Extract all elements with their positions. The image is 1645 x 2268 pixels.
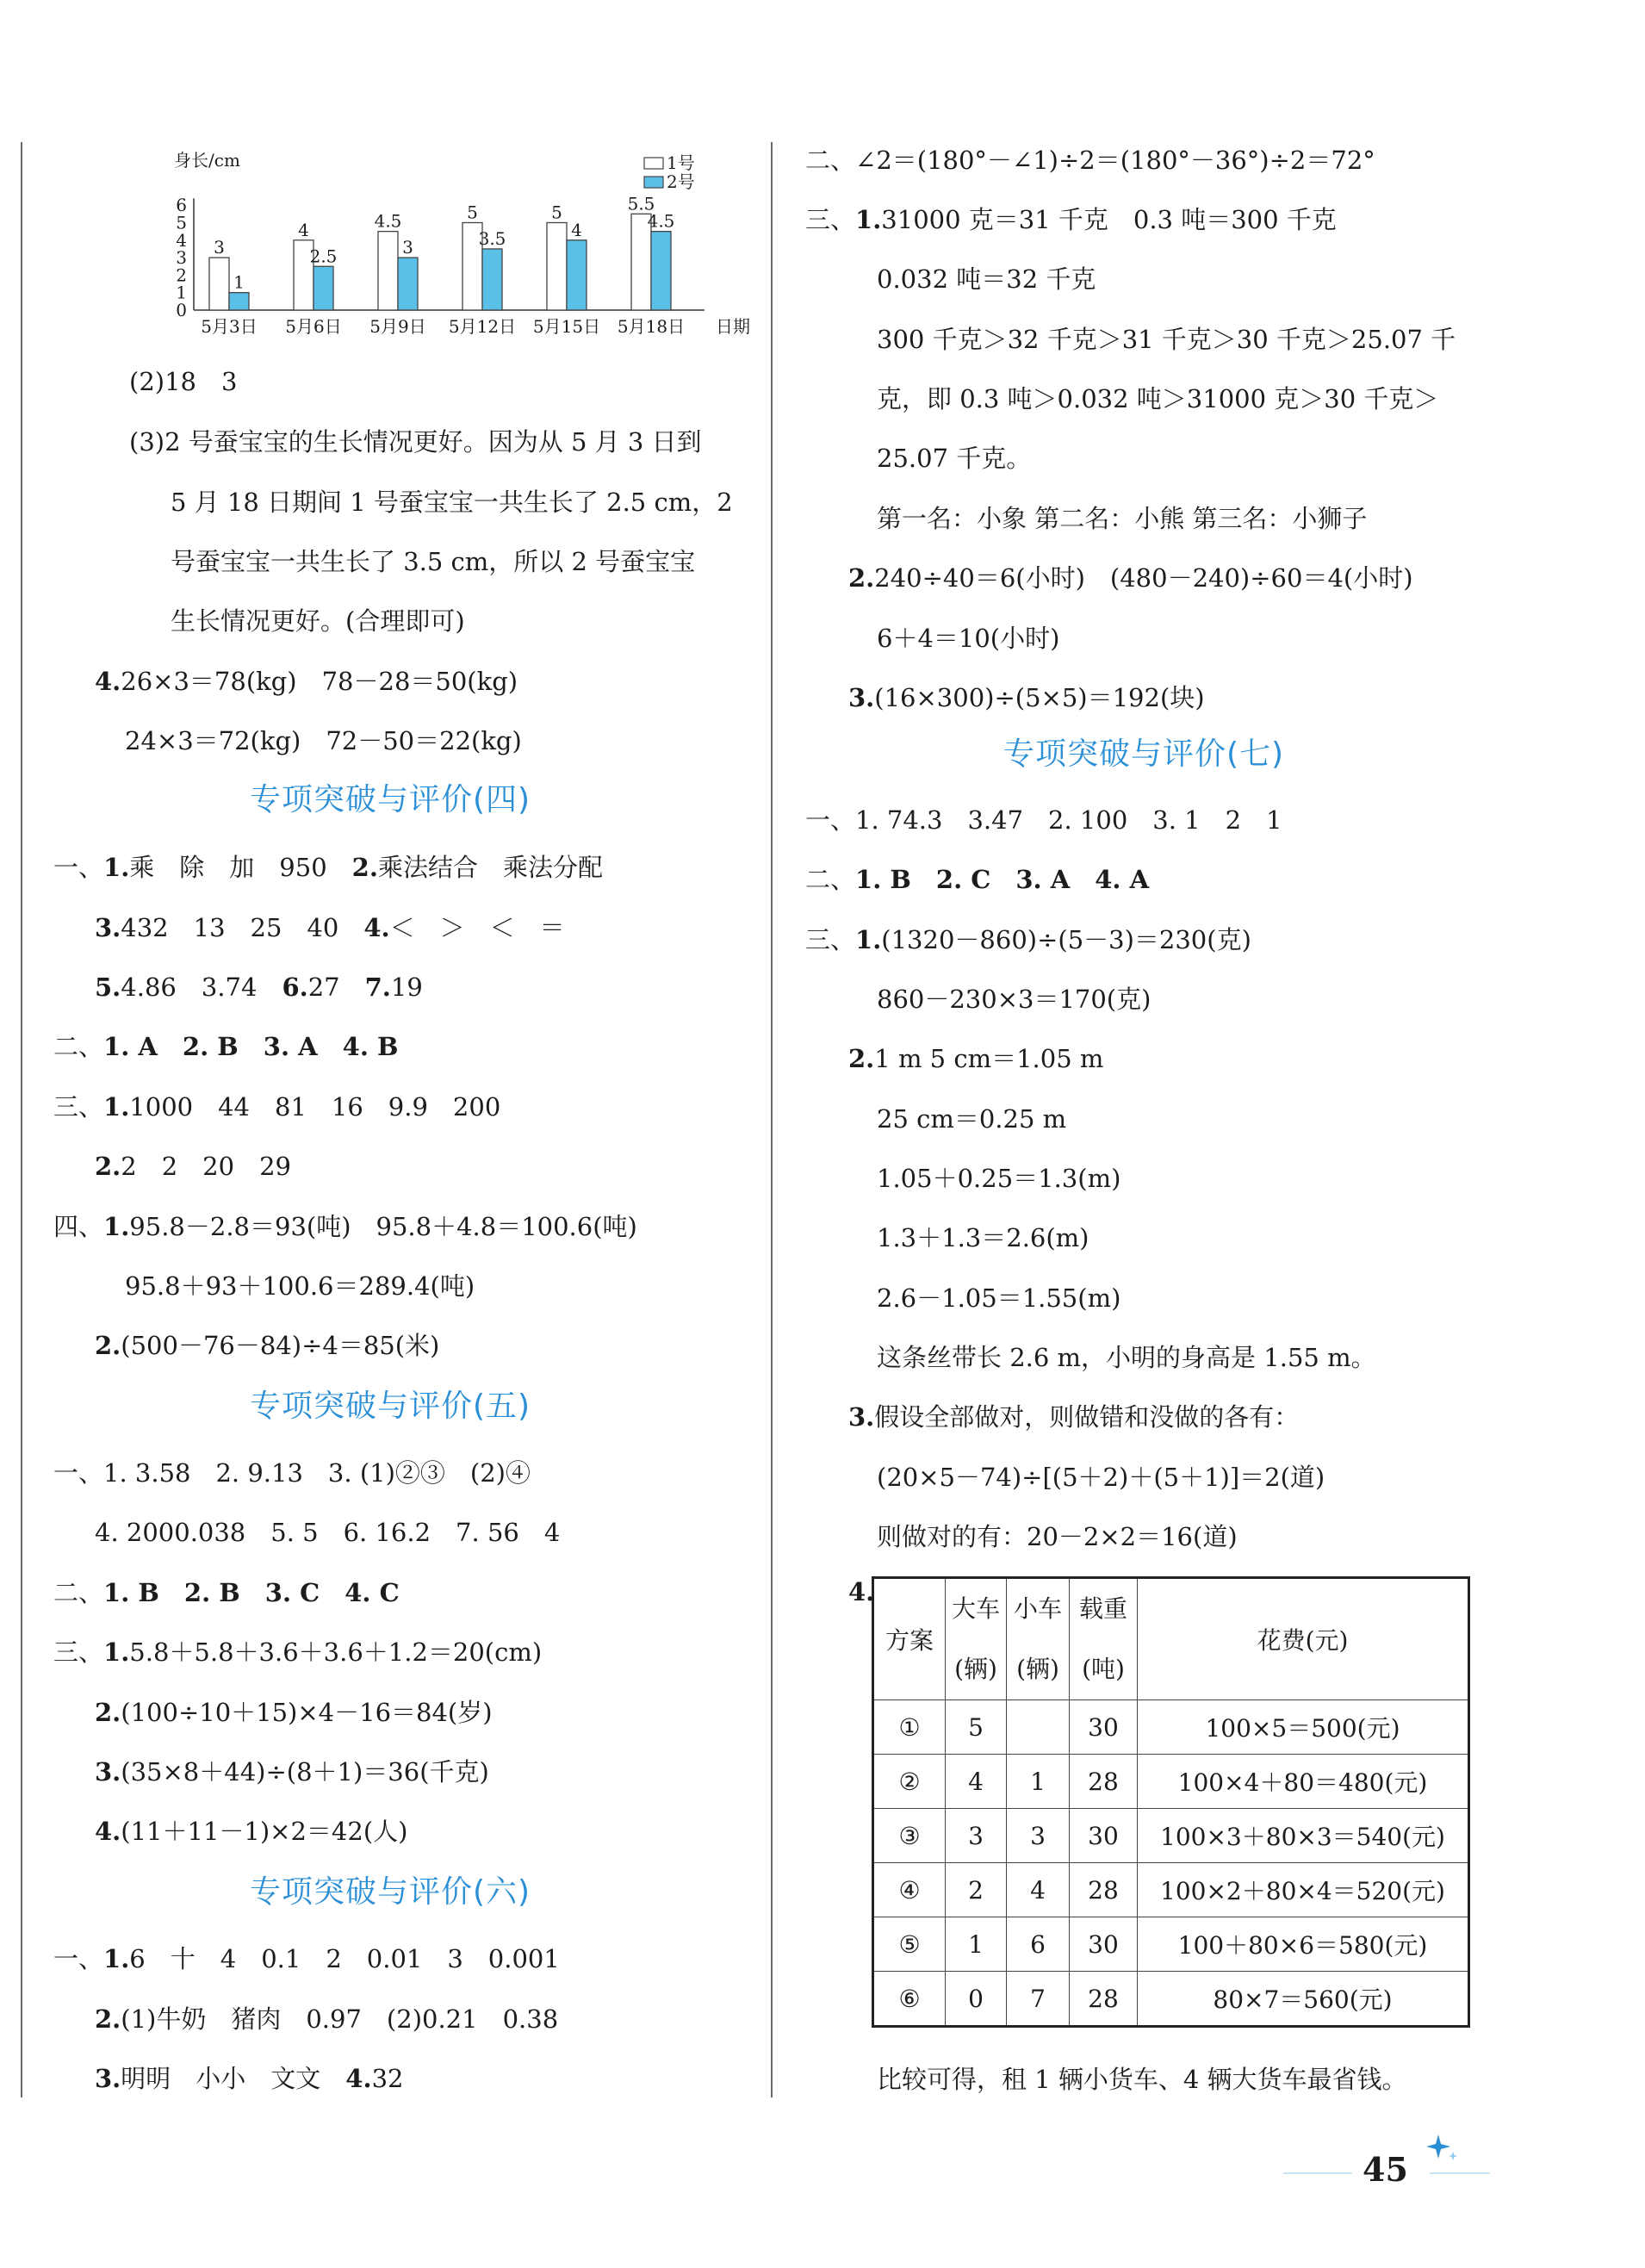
- bar-series-2: [313, 266, 333, 310]
- x-tick-label: 5月15日: [532, 316, 601, 337]
- item-number: 3.: [95, 913, 121, 942]
- answer-line: 95.8＋93＋100.6＝289.4(吨): [125, 1271, 475, 1301]
- part-label: 一、: [53, 1944, 104, 1973]
- x-tick-label: 5月18日: [617, 316, 686, 337]
- header-load: [1070, 1578, 1138, 1700]
- x-tick-label: 5月12日: [448, 316, 517, 337]
- item-number: 1.: [103, 1944, 130, 1973]
- cost-cell: 100×4＋80＝480(元): [1138, 1755, 1469, 1809]
- cost-cell: 80×7＝560(元): [1138, 1972, 1469, 2027]
- answer-text: 19: [390, 972, 423, 1002]
- answer-line: 则做对的有：20－2×2＝16(道): [877, 1522, 1238, 1551]
- answer-line: 比较可得，租 1 辆小货车、4 辆大货车最省钱。: [877, 2065, 1407, 2094]
- answer-text: 1. B 2. C 3. A 4. A: [855, 865, 1150, 894]
- answer-line: [805, 202, 1337, 237]
- bar-series-2: [651, 232, 671, 310]
- data-label-series-1: 5: [467, 202, 478, 223]
- answer-line: [848, 1041, 1103, 1076]
- header-big-line1: 大车: [951, 1594, 1000, 1623]
- answer-line: 1.05＋0.25＝1.3(m): [877, 1164, 1121, 1193]
- load-cell: 28: [1070, 1755, 1138, 1809]
- answer-text: 1. A 2. B 3. A 4. B: [103, 1032, 399, 1061]
- item-number: 4.: [95, 667, 121, 696]
- item-number: 7.: [364, 972, 391, 1002]
- data-label-series-2: 3.5: [478, 227, 506, 249]
- item-number: 2.: [95, 1698, 121, 1727]
- answer-text: 32: [371, 2064, 404, 2093]
- part-label: 二、: [53, 1578, 104, 1607]
- answer-line: 号蚕宝宝一共生长了 3.5 cm，所以 2 号蚕宝宝: [171, 547, 696, 576]
- answer-text: 乘 除 加 950: [129, 853, 352, 882]
- load-cell: 30: [1070, 1917, 1138, 1972]
- item-number: 2.: [351, 853, 378, 882]
- answer-line: [53, 1942, 560, 1976]
- x-tick-label: 5月3日: [201, 316, 258, 337]
- answer-text: 1000 44 81 16 9.9 200: [129, 1092, 501, 1122]
- answer-text: (1320－860)÷(5－3)＝230(克): [881, 925, 1251, 954]
- answer-line: 这条丝带长 2.6 m，小明的身高是 1.55 m。: [877, 1343, 1376, 1372]
- small-cell: 6: [1007, 1917, 1070, 1972]
- answer-line: [848, 561, 1413, 595]
- answer-text: 1 m 5 cm＝1.05 m: [874, 1044, 1104, 1073]
- footer-rule-left: [1283, 2172, 1352, 2174]
- answer-text: 5.8＋5.8＋3.6＋3.6＋1.2＝20(cm): [129, 1637, 543, 1667]
- answer-line: [95, 2002, 558, 2036]
- table-row: [873, 1700, 1469, 1755]
- answer-line: [53, 1029, 399, 1064]
- answer-line: (2)18 3: [129, 367, 238, 396]
- header-small-truck: [1007, 1578, 1070, 1700]
- legend-label-series-1: 1号: [667, 152, 695, 173]
- answer-text: ∠2＝(180°－∠1)÷2＝(180°－36°)÷2＝72°: [855, 146, 1375, 175]
- answer-line: [95, 1814, 407, 1849]
- answer-line: [805, 143, 1375, 177]
- plan-cell: ④: [873, 1863, 946, 1917]
- load-cell: 28: [1070, 1972, 1138, 2027]
- sparkle-icon: [1425, 2133, 1459, 2167]
- item-number: 1.: [103, 1212, 130, 1241]
- data-label-series-2: 4.5: [647, 210, 675, 232]
- cost-cell: 100×3＋80×3＝540(元): [1138, 1809, 1469, 1863]
- item-number: 5.: [95, 972, 121, 1002]
- item-number: 4.: [345, 2064, 372, 2093]
- answer-text: ＜ ＞ ＜ ＝: [389, 913, 565, 942]
- answer-line: [805, 923, 1251, 957]
- big-cell: 5: [946, 1700, 1007, 1755]
- answer-line: 6＋4＝10(小时): [877, 624, 1060, 653]
- answer-line: 生长情况更好。(合理即可): [171, 606, 465, 636]
- answer-text: 26×3＝78(kg) 78－28＝50(kg): [121, 667, 518, 696]
- plan-cell: ⑥: [873, 1972, 946, 2027]
- y-tick-label: 4: [176, 229, 187, 251]
- answer-line: 25 cm＝0.25 m: [877, 1104, 1067, 1134]
- part-label: 一、: [53, 853, 104, 882]
- plan-cell: ②: [873, 1755, 946, 1809]
- bar-series-2: [229, 293, 249, 310]
- big-cell: 0: [946, 1972, 1007, 2027]
- header-load-line1: 载重: [1078, 1594, 1127, 1623]
- answer-line: [95, 664, 518, 699]
- column-divider: [771, 142, 773, 2097]
- answer-line: 克，即 0.3 吨＞0.032 吨＞31000 克＞30 千克＞: [877, 384, 1439, 413]
- table-row: [873, 1972, 1469, 2027]
- data-label-series-1: 5.5: [627, 193, 655, 214]
- cost-cell: 100＋80×6＝580(元): [1138, 1917, 1469, 1972]
- table-row: [873, 1917, 1469, 1972]
- answer-text: 432 13 25 40: [121, 913, 364, 942]
- bar-series-1: [209, 258, 229, 310]
- answer-line: [53, 1575, 400, 1610]
- section-title: 专项突破与评价(五): [250, 1389, 531, 1424]
- answer-line: [95, 970, 423, 1004]
- answer-text: 27: [307, 972, 365, 1002]
- answer-line: (3)2 号蚕宝宝的生长情况更好。因为从 5 月 3 日到: [129, 427, 702, 457]
- answer-line: [848, 1400, 1299, 1434]
- header-cost: 花费(元): [1138, 1578, 1469, 1700]
- footer-rule-right: [1430, 2172, 1490, 2174]
- bar-series-2: [567, 240, 587, 310]
- bar-series-1: [547, 223, 567, 311]
- small-cell: 7: [1007, 1972, 1070, 2027]
- item-number: 1.: [103, 1637, 130, 1667]
- item-number: 2.: [95, 1331, 121, 1360]
- item-number: 2.: [95, 2004, 121, 2034]
- answer-text: 1. 74.3 3.47 2. 100 3. 1 2 1: [855, 805, 1282, 835]
- answer-text: (100÷10＋15)×4－16＝84(岁): [121, 1698, 493, 1727]
- big-cell: 4: [946, 1755, 1007, 1809]
- answer-line: 2.6－1.05＝1.55(m): [877, 1283, 1121, 1313]
- answer-text: 6 十 4 0.1 2 0.01 3 0.001: [129, 1944, 560, 1973]
- cost-cell: 100×2＋80×4＝520(元): [1138, 1863, 1469, 1917]
- table-row: [873, 1809, 1469, 1863]
- legend-label-series-2: 2号: [667, 171, 695, 192]
- answer-text: 31000 克＝31 千克 0.3 吨＝300 千克: [881, 205, 1337, 234]
- answer-line: [95, 1755, 489, 1789]
- y-tick-label: 6: [176, 195, 187, 216]
- part-label: 二、: [805, 865, 856, 894]
- x-tick-label: 5月9日: [369, 316, 426, 337]
- part-label: 三、: [805, 205, 856, 234]
- answer-line: [95, 1149, 291, 1184]
- small-cell: [1007, 1700, 1070, 1755]
- item-number: 4.: [363, 913, 390, 942]
- answer-line: [53, 1090, 500, 1124]
- item-number: 2.: [848, 1044, 875, 1073]
- part-label: 一、: [53, 1458, 104, 1488]
- big-cell: 1: [946, 1917, 1007, 1972]
- item-number: 3.: [95, 2064, 121, 2093]
- data-label-series-2: 3: [402, 237, 413, 258]
- legend-swatch-series-2: [644, 177, 663, 188]
- small-cell: 4: [1007, 1863, 1070, 1917]
- load-cell: 30: [1070, 1809, 1138, 1863]
- answer-text: 95.8－2.8＝93(吨) 95.8＋4.8＝100.6(吨): [129, 1212, 637, 1241]
- item-number: 2.: [95, 1152, 121, 1181]
- answer-line: [805, 803, 1282, 837]
- big-cell: 3: [946, 1809, 1007, 1863]
- data-label-series-2: 4: [571, 219, 582, 240]
- y-tick-label: 2: [176, 264, 187, 286]
- answer-text: 4.86 3.74: [121, 972, 282, 1002]
- answer-line: (20×5－74)÷[(5＋2)＋(5＋1)]＝2(道): [877, 1463, 1325, 1492]
- legend-swatch-series-1: [644, 158, 663, 169]
- x-axis-label: 日期: [716, 316, 750, 337]
- answer-line: [95, 1328, 439, 1363]
- x-tick-label: 5月6日: [285, 316, 342, 337]
- answer-text: 乘法结合 乘法分配: [377, 853, 603, 882]
- plan-cell: ①: [873, 1700, 946, 1755]
- answer-line: 1.3＋1.3＝2.6(m): [877, 1223, 1089, 1252]
- answer-text: 1. 3.58 2. 9.13 3. (1)②③ (2)④: [103, 1458, 531, 1488]
- data-label-series-2: 2.5: [309, 245, 338, 267]
- answer-line: [805, 862, 1149, 897]
- answer-text: 明明 小小 文文: [121, 2064, 346, 2093]
- y-tick-label: 3: [176, 247, 187, 269]
- answer-line: 0.032 吨＝32 千克: [877, 264, 1096, 294]
- page-number: 45: [1363, 2150, 1408, 2189]
- y-tick-label: 0: [176, 300, 187, 320]
- item-number: 1.: [103, 1092, 130, 1122]
- answer-text: (1)牛奶 猪肉 0.97 (2)0.21 0.38: [121, 2004, 559, 2034]
- answer-line: 300 千克＞32 千克＞31 千克＞30 千克＞25.07 千: [877, 325, 1456, 354]
- data-label-series-1: 3: [214, 237, 225, 258]
- data-label-series-2: 1: [233, 271, 245, 293]
- plan-cell: ③: [873, 1809, 946, 1863]
- answer-line: 4. 2000.038 5. 5 6. 16.2 7. 56 4: [95, 1518, 561, 1547]
- answer-line: 860－230×3＝170(克): [877, 985, 1152, 1014]
- answer-line: [95, 910, 565, 945]
- bar-series-1: [378, 232, 398, 310]
- part-label: 二、: [805, 146, 856, 175]
- answer-line: 第一名：小象 第二名：小熊 第三名：小狮子: [877, 504, 1368, 533]
- part-label: 一、: [805, 805, 856, 835]
- item-number: 1.: [855, 925, 882, 954]
- section-title: 专项突破与评价(七): [1003, 736, 1285, 772]
- plan-cell: ⑤: [873, 1917, 946, 1972]
- answer-line: 24×3＝72(kg) 72－50＝22(kg): [125, 726, 522, 755]
- answer-line: 25.07 千克。: [877, 444, 1032, 473]
- answer-text: 240÷40＝6(小时) (480－240)÷60＝4(小时): [874, 563, 1413, 593]
- data-label-series-1: 4.5: [374, 210, 402, 232]
- header-plan: 方案: [873, 1578, 946, 1700]
- answer-text: (11＋11－1)×2＝42(人): [121, 1817, 408, 1846]
- answer-line: [53, 850, 603, 885]
- section-title: 专项突破与评价(四): [250, 782, 531, 817]
- cost-cell: 100×5＝500(元): [1138, 1700, 1469, 1755]
- part-label: 四、: [53, 1212, 104, 1241]
- data-label-series-1: 5: [551, 202, 562, 223]
- growth-bar-chart: [155, 140, 775, 347]
- answer-text: 1. B 2. B 3. C 4. C: [103, 1578, 400, 1607]
- item-number: 4.: [848, 1577, 875, 1606]
- load-cell: 30: [1070, 1700, 1138, 1755]
- y-tick-label: 5: [176, 212, 187, 233]
- answer-text: (16×300)÷(5×5)＝192(块): [874, 683, 1205, 712]
- part-label: 三、: [805, 925, 856, 954]
- part-label: 二、: [53, 1032, 104, 1061]
- answer-line: [53, 1456, 531, 1490]
- header-small-line1: 小车: [1013, 1594, 1062, 1623]
- item-number: 6.: [282, 972, 308, 1002]
- section-title: 专项突破与评价(六): [250, 1874, 531, 1910]
- table-header-row: [873, 1578, 1469, 1700]
- part-label: 三、: [53, 1092, 104, 1122]
- answer-line: [95, 1695, 493, 1730]
- big-cell: 2: [946, 1863, 1007, 1917]
- item-number: 1.: [855, 205, 882, 234]
- header-big-truck: [946, 1578, 1007, 1700]
- item-number: 3.: [848, 683, 875, 712]
- left-margin-rule: [21, 142, 22, 2097]
- load-cell: 28: [1070, 1863, 1138, 1917]
- item-number: 3.: [95, 1757, 121, 1786]
- header-big-line2: (辆): [954, 1655, 997, 1683]
- y-axis-label: 身长/cm: [174, 150, 240, 171]
- bar-series-2: [398, 258, 418, 310]
- answer-text: 2 2 20 29: [121, 1152, 291, 1181]
- answer-text: (500－76－84)÷4＝85(米): [121, 1331, 440, 1360]
- part-label: 三、: [53, 1637, 104, 1667]
- y-tick-label: 1: [176, 282, 187, 303]
- table-row: [873, 1755, 1469, 1809]
- small-cell: 3: [1007, 1809, 1070, 1863]
- item-number: 3.: [848, 1402, 875, 1432]
- answer-line: [848, 680, 1205, 715]
- transport-plan-table: [872, 1576, 1470, 2028]
- answer-line: [53, 1635, 542, 1669]
- header-load-line2: (吨): [1082, 1655, 1125, 1683]
- header-small-line2: (辆): [1016, 1655, 1059, 1683]
- bar-series-2: [482, 249, 502, 310]
- item-number: 1.: [103, 853, 130, 882]
- answer-text: 假设全部做对，则做错和没做的各有：: [874, 1402, 1300, 1432]
- table-row: [873, 1863, 1469, 1917]
- answer-text: (35×8＋44)÷(8＋1)＝36(千克): [121, 1757, 489, 1786]
- item-number: 4.: [95, 1817, 121, 1846]
- answer-line: [95, 2061, 403, 2096]
- small-cell: 1: [1007, 1755, 1070, 1809]
- answer-line: 5 月 18 日期间 1 号蚕宝宝一共生长了 2.5 cm，2: [171, 488, 733, 517]
- answer-line: [53, 1209, 637, 1244]
- item-number: 2.: [848, 563, 875, 593]
- data-label-series-1: 4: [298, 219, 309, 240]
